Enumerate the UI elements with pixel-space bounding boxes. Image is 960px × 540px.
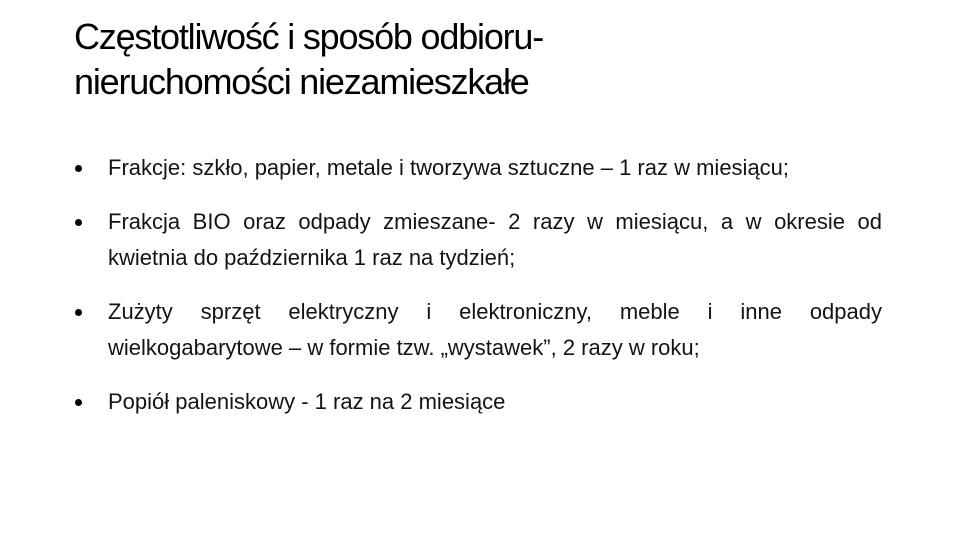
bullet-dot-icon	[75, 219, 82, 226]
bullet-dot-icon	[75, 399, 82, 406]
bullet-item-frakcje	[74, 150, 882, 186]
bullet-item-wystawki	[74, 294, 882, 366]
slide-title	[74, 14, 894, 104]
bullet-text: Popiół paleniskowy - 1 raz na 2 miesiące	[108, 389, 506, 414]
bullet-dot-icon	[75, 165, 82, 172]
bullet-text: Zużyty sprzęt elektryczny i elektroniczny, meble i inne odpady wielkogabarytowe – w formie tzw. „wystawek”, 2 razy w roku;	[108, 299, 882, 360]
bullet-dot-icon	[75, 309, 82, 316]
bullet-item-bio	[74, 204, 882, 276]
bullet-list	[74, 150, 882, 420]
bullet-item-popiol	[74, 384, 882, 420]
bullet-text: Frakcje: szkło, papier, metale i tworzywa sztuczne – 1 raz w miesiącu;	[108, 155, 790, 180]
slide-title-line-2: nieruchomości niezamieszkałe	[74, 61, 529, 102]
bullet-text: Frakcja BIO oraz odpady zmieszane- 2 razy w miesiącu, a w okresie od kwietnia do października 1 raz na tydzień;	[108, 209, 882, 270]
slide-title-line-1: Częstotliwość i sposób odbioru-	[74, 16, 544, 57]
